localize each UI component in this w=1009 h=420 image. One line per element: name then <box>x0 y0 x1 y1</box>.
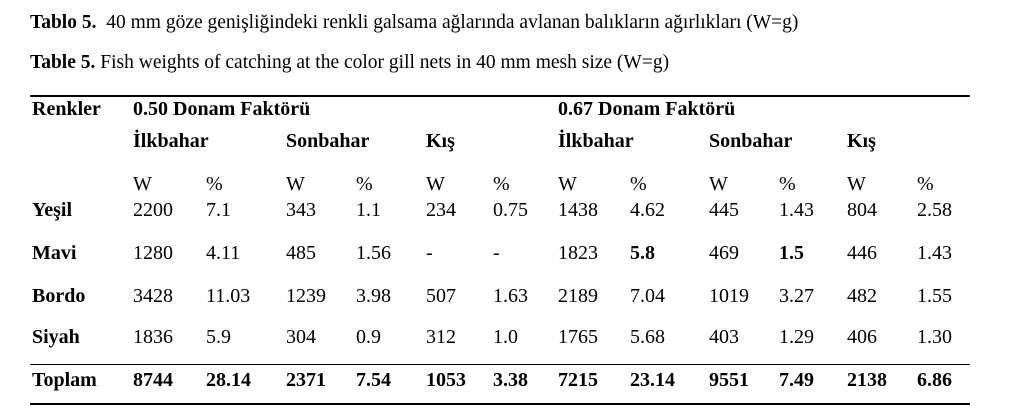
table-top-rule <box>30 95 970 97</box>
total-cell: 9551 <box>709 369 749 391</box>
table-cell: 804 <box>847 199 877 221</box>
group-header: 0.67 Donam Faktörü <box>558 98 736 120</box>
row-header-label: Renkler <box>32 98 101 120</box>
table-cell: 5.8 <box>630 242 655 264</box>
table-cell: 7.04 <box>630 285 665 307</box>
total-cell: 7.49 <box>779 369 814 391</box>
table-cell: 1.0 <box>493 326 518 348</box>
table-cell: 234 <box>426 199 456 221</box>
table-cell: 1823 <box>558 242 598 264</box>
table-cell: 485 <box>286 242 316 264</box>
table-cell: 1.43 <box>779 199 814 221</box>
season-header: Sonbahar <box>709 130 793 152</box>
table-cell: 0.75 <box>493 199 528 221</box>
caption-turkish <box>30 12 798 34</box>
sub-header: % <box>779 173 796 195</box>
table-cell: 4.62 <box>630 199 665 221</box>
table-cell: 312 <box>426 326 456 348</box>
sub-header: % <box>493 173 510 195</box>
table-cell: 11.03 <box>206 285 251 307</box>
sub-header: % <box>206 173 223 195</box>
total-cell: 28.14 <box>206 369 251 391</box>
season-header: Kış <box>426 130 455 152</box>
table-cell: 2189 <box>558 285 598 307</box>
table-cell: 3428 <box>133 285 173 307</box>
caption-english <box>30 52 669 74</box>
sub-header: % <box>630 173 647 195</box>
table-cell: 5.68 <box>630 326 665 348</box>
total-cell: 23.14 <box>630 369 675 391</box>
season-header: İlkbahar <box>558 130 634 152</box>
table-cell: 1.43 <box>917 242 952 264</box>
table-cell: - <box>426 242 433 264</box>
sub-header: W <box>847 173 866 195</box>
table-cell: 482 <box>847 285 877 307</box>
sub-header: W <box>426 173 445 195</box>
table-cell: 507 <box>426 285 456 307</box>
table-cell: 1.63 <box>493 285 528 307</box>
total-cell: 1053 <box>426 369 466 391</box>
table-cell: 469 <box>709 242 739 264</box>
sub-header: % <box>917 173 934 195</box>
table-cell: 1438 <box>558 199 598 221</box>
row-label: Siyah <box>32 326 80 348</box>
sub-header: W <box>286 173 305 195</box>
table-bottom-rule <box>30 403 970 405</box>
table-cell: 1.29 <box>779 326 814 348</box>
total-cell: 2138 <box>847 369 887 391</box>
table-cell: 1019 <box>709 285 749 307</box>
sub-header: W <box>709 173 728 195</box>
total-cell: 8744 <box>133 369 173 391</box>
season-header: Sonbahar <box>286 130 370 152</box>
sub-header: % <box>356 173 373 195</box>
row-label: Mavi <box>32 242 77 264</box>
total-cell: 6.86 <box>917 369 952 391</box>
table-cell: 403 <box>709 326 739 348</box>
total-label: Toplam <box>32 369 97 391</box>
total-cell: 3.38 <box>493 369 528 391</box>
table-cell: 1280 <box>133 242 173 264</box>
sub-header: W <box>558 173 577 195</box>
table-cell: 1836 <box>133 326 173 348</box>
table-cell: 1239 <box>286 285 326 307</box>
table-cell: 2200 <box>133 199 173 221</box>
table-cell: - <box>493 242 500 264</box>
total-cell: 7215 <box>558 369 598 391</box>
total-cell: 7.54 <box>356 369 391 391</box>
table-total-rule <box>30 364 970 365</box>
caption-english-text: Fish weights of catching at the color gill nets in 40 mm mesh size (W=g) <box>100 52 670 73</box>
table-cell: 4.11 <box>206 242 241 264</box>
caption-english-label: Table 5. <box>30 52 96 73</box>
row-label: Yeşil <box>32 199 72 221</box>
season-header: Kış <box>847 130 876 152</box>
table-cell: 1.55 <box>917 285 952 307</box>
table-cell: 3.98 <box>356 285 391 307</box>
table-cell: 3.27 <box>779 285 814 307</box>
table-cell: 1.1 <box>356 199 381 221</box>
table-cell: 343 <box>286 199 316 221</box>
table-cell: 304 <box>286 326 316 348</box>
total-cell: 2371 <box>286 369 326 391</box>
group-header: 0.50 Donam Faktörü <box>133 98 311 120</box>
table-cell: 1.5 <box>779 242 804 264</box>
table-cell: 2.58 <box>917 199 952 221</box>
table-cell: 446 <box>847 242 877 264</box>
table-cell: 1.56 <box>356 242 391 264</box>
sub-header: W <box>133 173 152 195</box>
table-cell: 7.1 <box>206 199 231 221</box>
season-header: İlkbahar <box>133 130 209 152</box>
table-cell: 445 <box>709 199 739 221</box>
caption-turkish-label: Tablo 5. <box>30 12 97 33</box>
caption-turkish-text: 40 mm göze genişliğindeki renkli galsama ağlarında avlanan balıkların ağırlıkları (W=g) <box>106 12 799 33</box>
table-cell: 406 <box>847 326 877 348</box>
table-cell: 1765 <box>558 326 598 348</box>
table-cell: 0.9 <box>356 326 381 348</box>
table-cell: 1.30 <box>917 326 952 348</box>
table-cell: 5.9 <box>206 326 231 348</box>
row-label: Bordo <box>32 285 86 307</box>
